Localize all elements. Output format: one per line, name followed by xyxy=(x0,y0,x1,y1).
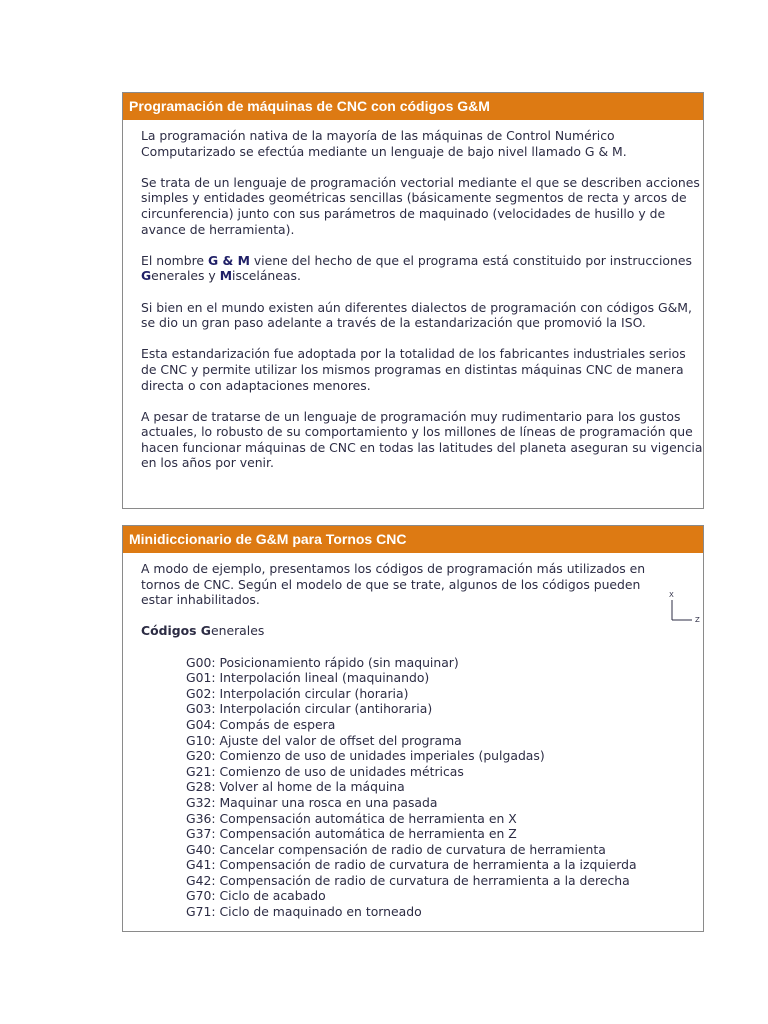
bold-g-m: G & M xyxy=(207,252,250,268)
paragraph-robustness: A pesar de tratarse de un lenguaje de programación muy rudimentario para los gustos actuales, lo robusto de su comportamiento y los millones de líneas de programación que hacen funcionar máquinas de CNC en todas las latitudes del planeta aseguran su vigencia en los años por venir. xyxy=(141,408,703,471)
panel-title: Minidiccionario de G&M para Tornos CNC xyxy=(123,526,703,553)
text-segment: viene del hecho de que el programa está constituido por instrucciones xyxy=(249,252,692,268)
xz-axis-icon xyxy=(667,588,707,628)
g-code-item: G01: Interpolación lineal (maquinando) xyxy=(186,670,430,686)
bold-g: G xyxy=(141,268,152,284)
g-code-list xyxy=(141,655,703,920)
g-code-item: G04: Compás de espera xyxy=(186,716,336,732)
g-code-item: G42: Compensación de radio de curvatura de herramienta a la derecha xyxy=(186,872,630,888)
axis-z-label: Z xyxy=(695,616,700,624)
section-title-rest: enerales xyxy=(210,623,265,639)
g-code-item: G32: Maquinar una rosca en una pasada xyxy=(186,794,438,810)
panel-body xyxy=(123,553,703,920)
g-code-item: G70: Ciclo de acabado xyxy=(186,888,326,904)
g-code-item: G37: Compensación automática de herramienta en Z xyxy=(186,826,517,842)
paragraph-dictionary-intro: A modo de ejemplo, presentamos los códigos de programación más utilizados en tornos de CNC. Según el modelo de que se trate, algunos de los códigos pueden estar inhabilitados. xyxy=(141,561,646,608)
text-segment: isceláneas. xyxy=(232,268,301,284)
bold-m: M xyxy=(219,268,233,284)
panel-title: Programación de máquinas de CNC con códigos G&M xyxy=(123,93,703,120)
text-segment: enerales y xyxy=(151,268,220,284)
text-segment: El nombre xyxy=(141,252,208,268)
section-title-general-codes xyxy=(141,623,703,639)
g-code-item: G71: Ciclo de maquinado en torneado xyxy=(186,904,422,920)
g-code-item: G10: Ajuste del valor de offset del programa xyxy=(186,732,462,748)
g-code-item: G03: Interpolación circular (antihoraria) xyxy=(186,701,433,717)
g-code-item: G02: Interpolación circular (horaria) xyxy=(186,685,409,701)
paragraph-intro: La programación nativa de la mayoría de las máquinas de Control Numérico Computarizado se efectúa mediante un lenguaje de bajo nivel llamado G & M. xyxy=(141,128,627,159)
g-code-item: G00: Posicionamiento rápido (sin maquinar) xyxy=(186,654,459,670)
g-code-item: G20: Comienzo de uso de unidades imperiales (pulgadas) xyxy=(186,748,545,764)
section-title-bold: Códigos G xyxy=(141,623,211,639)
paragraph-vector-language: Se trata de un lenguaje de programación vectorial mediante el que se describen acciones simples y entidades geométricas sencillas (básicamente segmentos de recta y arcos de circunferencia) junto con sus parámetros de maquinado (velocidades de husillo y de avance de herramienta). xyxy=(141,174,700,237)
paragraph-standardization: Esta estandarización fue adoptada por la totalidad de los fabricantes industriales serios de CNC y permite utilizar los mismos programas en distintas máquinas CNC de manera directa o con adaptaciones menores. xyxy=(141,346,686,393)
g-code-item: G36: Compensación automática de herramienta en X xyxy=(186,810,517,826)
g-code-item: G40: Cancelar compensación de radio de curvatura de herramienta xyxy=(186,841,606,857)
g-code-item: G28: Volver al home de la máquina xyxy=(186,779,405,795)
panel-body xyxy=(123,120,703,471)
cnc-programming-panel xyxy=(122,92,704,509)
paragraph-dialects: Si bien en el mundo existen aún diferentes dialectos de programación con códigos G&M, se dio un gran paso adelante a través de la estandarización que promovió la ISO. xyxy=(141,299,692,331)
paragraph-name-origin xyxy=(141,253,705,284)
g-code-item: G21: Comienzo de uso de unidades métricas xyxy=(186,763,464,779)
axis-x-label: X xyxy=(669,591,674,599)
g-code-item: G41: Compensación de radio de curvatura de herramienta a la izquierda xyxy=(186,857,637,873)
lathe-dictionary-panel xyxy=(122,525,704,932)
